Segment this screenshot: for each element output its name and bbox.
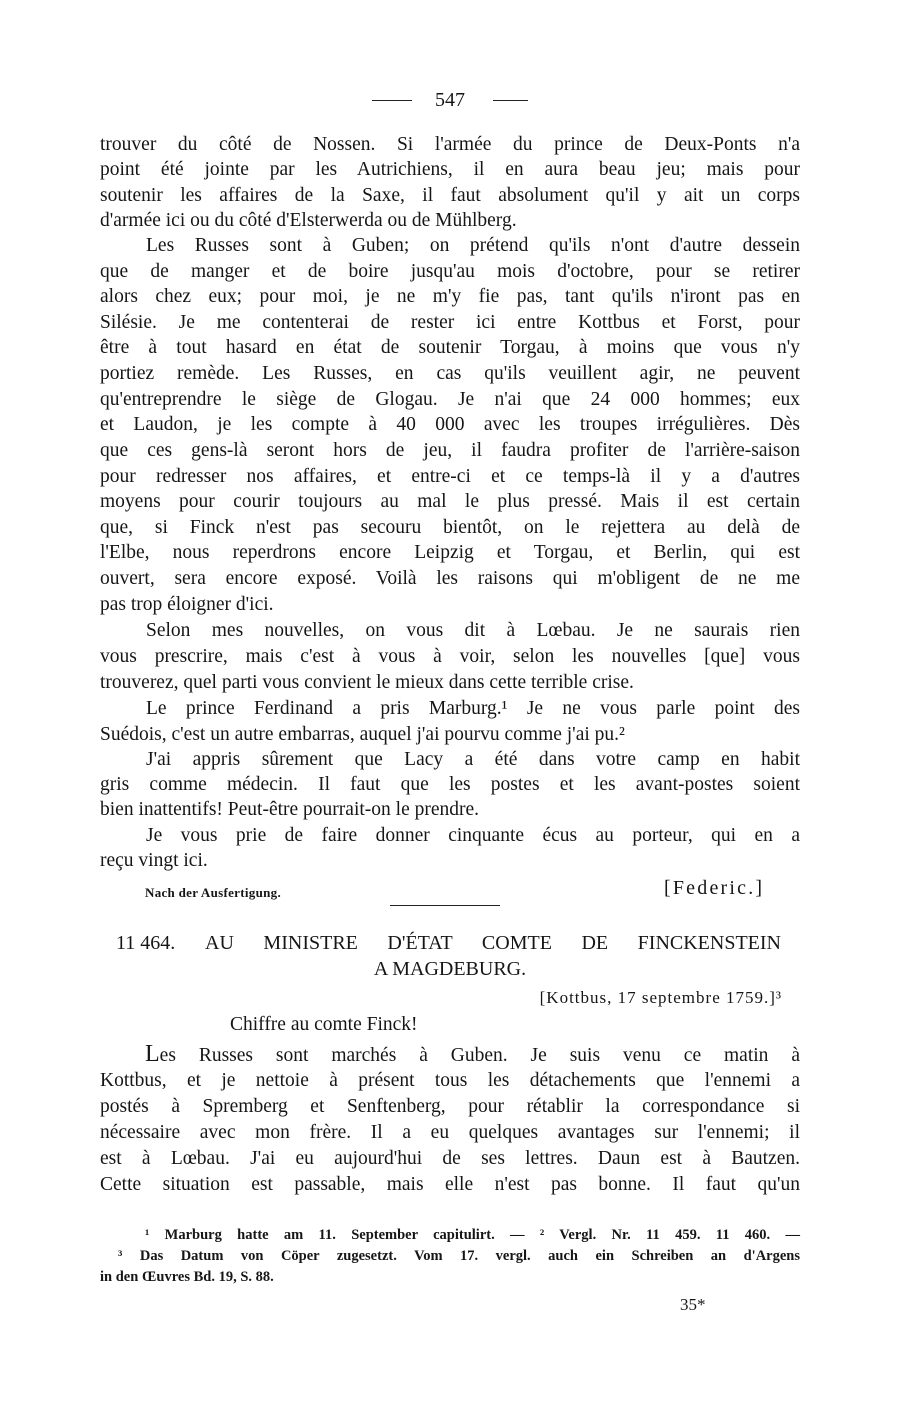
text-line: Kottbus, et je nettoie à présent tous les détachements que l'ennemi a [100,1070,800,1091]
text-line: moyens pour courir toujours au mal le plus pressé. Mais il est certain [100,491,800,512]
text-line: ouvert, sera encore exposé. Voilà les raisons qui m'obligent de ne me [100,568,800,589]
header-dash-right [493,100,528,101]
text-line: Je vous prie de faire donner cinquante écus au porteur, qui en a [146,825,800,846]
text-line: J'ai appris sûrement que Lacy a été dans votre camp en habit [146,749,800,770]
dateline: [Kottbus, 17 septembre 1759.]³ [539,988,782,1007]
text-line: Suédois, c'est un autre embarras, auquel j'ai pourvu comme j'ai pu.² [100,724,625,745]
text-line: gris comme médecin. Il faut que les postes et les avant-postes soient [100,774,800,795]
text-line: bien inattentifs! Peut-être pourrait-on le prendre. [100,799,480,820]
text-line: point été jointe par les Autrichiens, il en aura beau jeu; mais pour [100,159,800,180]
text-line: soutenir les affaires de la Saxe, il faut absolument qu'il y ait un corps [100,185,800,206]
text-line: postés à Spremberg et Senftenberg, pour rétablir la correspondance si [100,1096,800,1117]
text-line: que ces gens-là seront hors de jeu, il faudra profiter de l'arrière-saison [100,440,800,461]
footnote-line: ³ Das Datum von Cöper zugesetzt. Vom 17. vergl. auch ein Schreiben an d'Argens [118,1248,800,1264]
text-line: que de manger et de boire jusqu'au mois d'octobre, pour se retirer [100,261,800,282]
text-line: Le prince Ferdinand a pris Marburg.¹ Je ne vous parle point des [146,698,800,719]
text-line: Les Russes sont à Guben; on prétend qu'ils n'ont d'autre dessein [146,235,800,256]
footnote-line: ¹ Marburg hatte am 11. September capitulirt. — ² Vergl. Nr. 11 459. 11 460. — [145,1227,800,1243]
text-line: que, si Finck n'est pas secouru bientôt, on le rejettera au delà de [100,517,800,538]
footnote-line: in den Œuvres Bd. 19, S. 88. [100,1269,274,1285]
text-line: Selon mes nouvelles, on vous dit à Lœbau. Je ne saurais rien [146,620,800,641]
document-title-line2: A MAGDEBURG. [373,958,527,980]
text-line: qu'entreprendre le siège de Glogau. Je n'ai que 24 000 hommes; eux [100,389,800,410]
document-title: AU MINISTRE D'ÉTAT COMTE DE FINCKENSTEIN [205,932,781,954]
text-line: d'armée ici ou du côté d'Elsterwerda ou de Mühlberg. [100,210,517,231]
text-line: pour redresser nos affaires, et entre-ci et ce temps-là il y a d'autres [100,466,800,487]
instruction-line: Chiffre au comte Finck! [230,1014,418,1035]
text-line: Silésie. Je me contenterai de rester ici entre Kottbus et Forst, pour [100,312,800,333]
text-line: portiez remède. Les Russes, en cas qu'ils veuillent agir, ne peuvent [100,363,800,384]
text-line: l'Elbe, nous reperdrons encore Leipzig et Torgau, et Berlin, qui est [100,542,800,563]
text-line: reçu vingt ici. [100,850,208,871]
text-line: être à tout hasard en état de soutenir Torgau, à moins que vous n'y [100,337,800,358]
text-line: trouverez, quel parti vous convient le mieux dans cette terrible crise. [100,672,634,693]
signature: [Federic.] [664,877,765,899]
text-line: est à Lœbau. J'ai eu aujourd'hui de ses lettres. Daun est à Bautzen. [100,1148,800,1169]
text-line: alors chez eux; pour moi, je ne m'y fie pas, tant qu'ils n'iront pas en [100,286,800,307]
header-dash-left [372,100,412,101]
signature-mark: 35* [680,1295,706,1314]
page-number: 547 [435,89,465,111]
text-line: trouver du côté de Nossen. Si l'armée du prince de Deux-Ponts n'a [100,134,800,155]
text-line: vous prescrire, mais c'est à vous à voir, selon les nouvelles [que] vous [100,646,800,667]
text-line: nécessaire avec mon frère. Il a eu quelques avantages sur l'ennemi; il [100,1122,800,1143]
text-line: Cette situation est passable, mais elle n'est pas bonne. Il faut qu'un [100,1174,800,1195]
source-note: Nach der Ausfertigung. [145,885,282,900]
separator-rule [390,905,500,906]
text-line: et Laudon, je les compte à 40 000 avec les troupes irrégulières. Dès [100,414,800,435]
text-line: Les Russes sont marchés à Guben. Je suis venu ce matin à [145,1041,800,1067]
document-number: 11 464. [116,932,176,954]
text-line: pas trop éloigner d'ici. [100,594,274,615]
